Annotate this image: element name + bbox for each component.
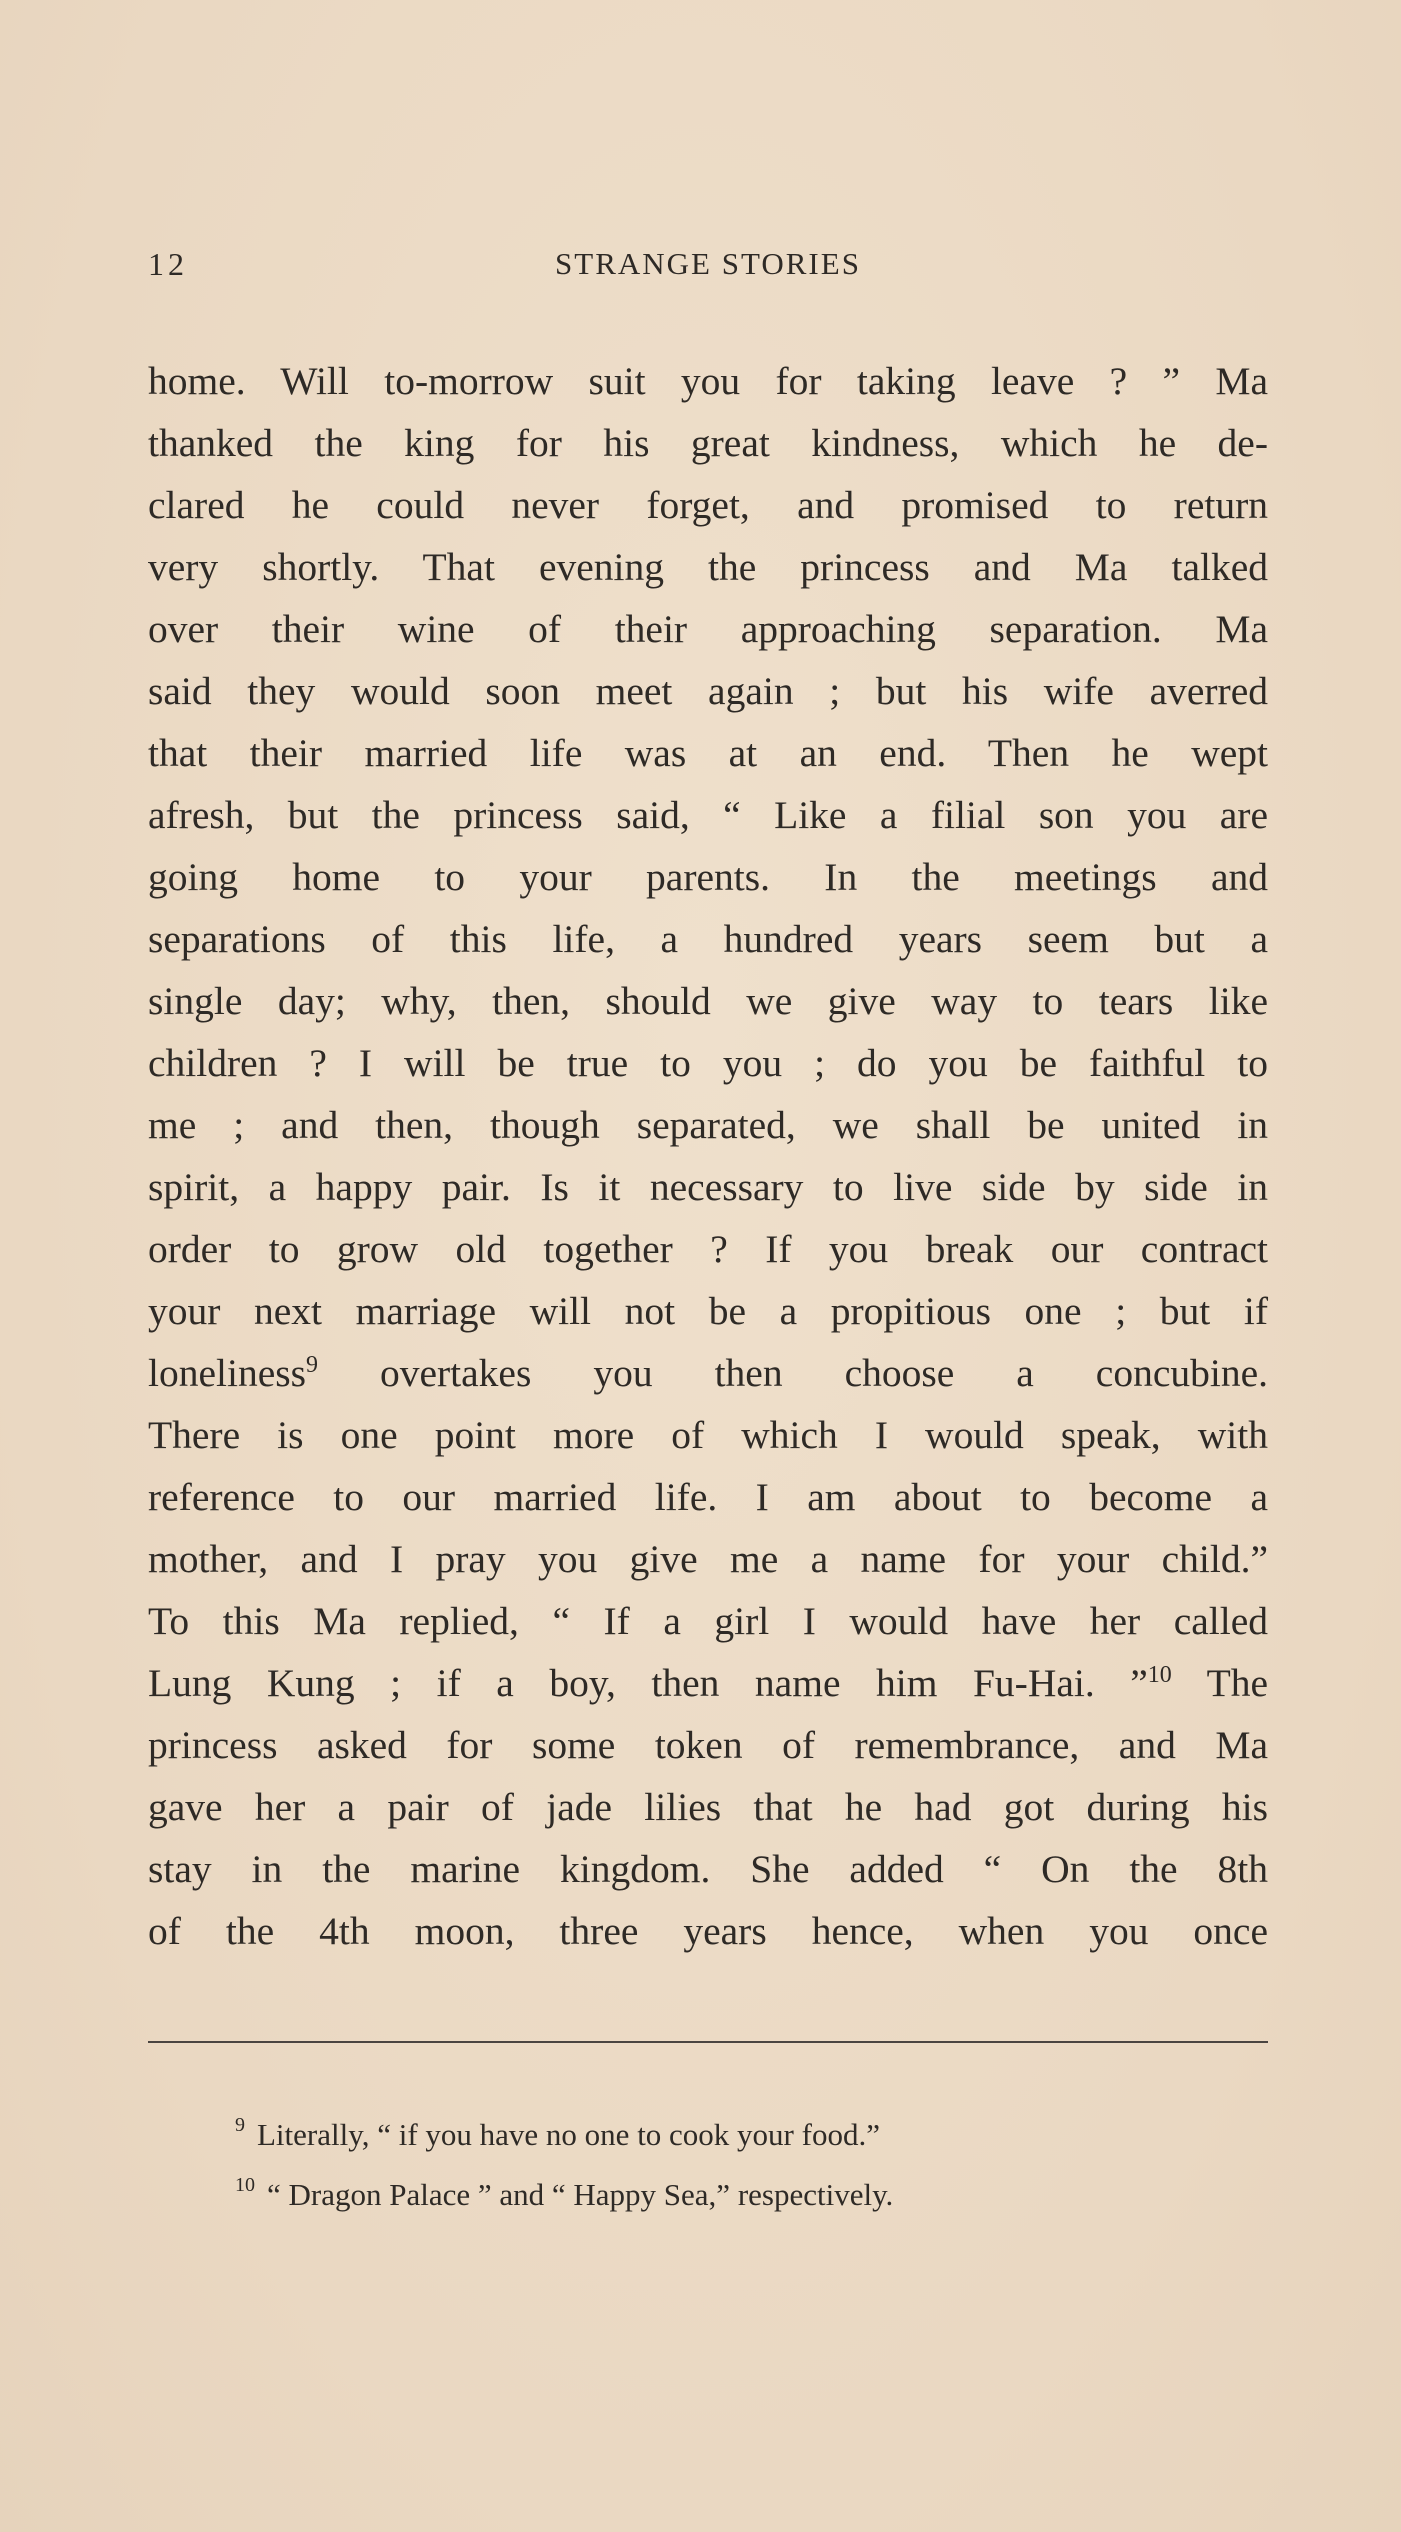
- text-line: spirit, a happy pair. Is it necessary to live side by side in: [148, 1165, 1268, 1209]
- text-line: said they would soon meet again ; but his wife averred: [148, 669, 1268, 713]
- text-line: your next marriage will not be a propitious one ; but if: [148, 1289, 1268, 1333]
- text-line: princess asked for some token of remembrance, and Ma: [148, 1723, 1268, 1767]
- text-line: that their married life was at an end. Then he wept: [148, 731, 1268, 775]
- footnote-text: “ Dragon Palace ” and “ Happy Sea,” respectively.: [267, 2177, 894, 2212]
- text-line: me ; and then, though separated, we shall be united in: [148, 1103, 1268, 1147]
- page-header: [148, 246, 1268, 296]
- footnote-mark: 9: [235, 2114, 245, 2136]
- text-fragment: Lung Kung ; if a boy, then name him Fu-Hai. ”: [148, 1661, 1148, 1705]
- footnote-ref-9: 9: [305, 1351, 318, 1378]
- footnotes: [235, 2105, 1268, 2225]
- text-line: There is one point more of which I would speak, with: [148, 1413, 1268, 1457]
- text-line: thanked the king for his great kindness, which he de-: [148, 421, 1268, 465]
- running-head: STRANGE STORIES: [555, 246, 861, 281]
- text-fragment: overtakes you then choose a concubine.: [379, 1351, 1268, 1395]
- text-line: stay in the marine kingdom. She added “ On the 8th: [148, 1847, 1268, 1891]
- footnote-divider: [148, 2041, 1268, 2043]
- text-line: single day; why, then, should we give way to tears like: [148, 979, 1268, 1023]
- body-text: [148, 350, 1268, 1962]
- text-line: going home to your parents. In the meetings and: [148, 855, 1268, 899]
- text-line: very shortly. That evening the princess and Ma talked: [148, 545, 1268, 589]
- text-line-with-note: [148, 1652, 1268, 1714]
- text-fragment: The: [1206, 1661, 1269, 1705]
- page-number: 12: [148, 246, 188, 282]
- footnote-mark: 10: [235, 2174, 255, 2196]
- text-fragment: loneliness: [148, 1351, 306, 1395]
- text-line: reference to our married life. I am about to become a: [148, 1475, 1268, 1519]
- text-line: order to grow old together ? If you break our contract: [148, 1227, 1268, 1271]
- text-line: children ? I will be true to you ; do you be faithful to: [148, 1041, 1268, 1085]
- text-line: mother, and I pray you give me a name for your child.”: [148, 1537, 1268, 1581]
- text-line: of the 4th moon, three years hence, when you once: [148, 1909, 1268, 1953]
- text-line: afresh, but the princess said, “ Like a filial son you are: [148, 793, 1268, 837]
- text-line: To this Ma replied, “ If a girl I would have her called: [148, 1599, 1268, 1643]
- text-line: separations of this life, a hundred years seem but a: [148, 917, 1268, 961]
- text-line: home. Will to-morrow suit you for taking leave ? ” Ma: [148, 359, 1268, 403]
- footnote-text: Literally, “ if you have no one to cook your food.”: [257, 2117, 880, 2152]
- footnote-9: [235, 2105, 1268, 2165]
- footnote-10: [235, 2165, 1268, 2225]
- footnote-ref-10: 10: [1147, 1661, 1172, 1688]
- text-line-with-note: [148, 1342, 1268, 1404]
- text-line: over their wine of their approaching separation. Ma: [148, 607, 1268, 651]
- text-line: gave her a pair of jade lilies that he had got during his: [148, 1785, 1268, 1829]
- text-line: clared he could never forget, and promised to return: [148, 483, 1268, 527]
